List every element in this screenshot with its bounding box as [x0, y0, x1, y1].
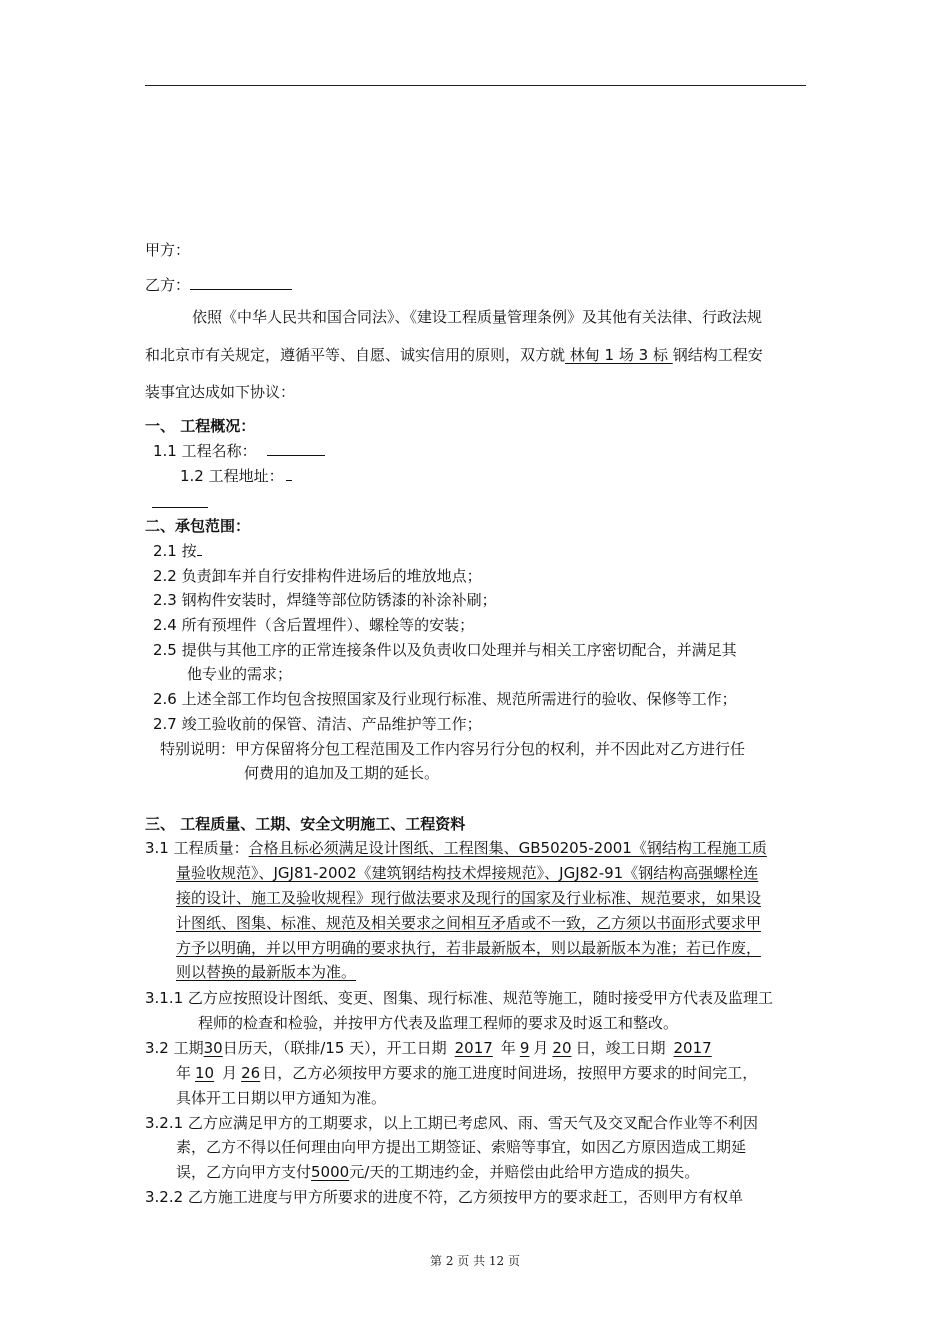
project-address-blank	[286, 466, 292, 481]
party-b-row	[145, 275, 292, 295]
month-label: 月	[533, 1039, 549, 1057]
quality-line-3: 接的设计、施工及验收规程》现行做法要求及现行的国家及行业标准、规范要求，如果设	[176, 889, 762, 907]
item-3-2-cont-2: 具体开工日期以甲方通知为准。	[176, 1089, 387, 1107]
year-label: 年	[500, 1039, 516, 1057]
section-2-title: 二、承包范围：	[145, 517, 251, 535]
item-2-2: 2.2 负责卸车并自行安排构件进场后的堆放地点；	[153, 567, 482, 585]
month-label-2: 月	[222, 1064, 238, 1082]
start-day: 20	[552, 1039, 572, 1057]
item-3-2	[145, 1038, 716, 1058]
project-name-blank	[267, 441, 325, 456]
item-1-2-label: 1.2 工程地址：	[180, 467, 284, 485]
item-2-1-label: 2.1 按	[153, 542, 197, 560]
item-3-2-1-cont: 素，乙方不得以任何理由向甲方提出工期签证、索赔等事宜，如因乙方原因造成工期延	[176, 1138, 747, 1156]
item-1-1-label: 1.1 工程名称：	[153, 442, 257, 460]
intro-text: 和北京市有关规定，遵循平等、自愿、诚实信用的原则，双方就	[145, 346, 566, 364]
section-3-title: 三、 工程质量、工期、安全文明施工、工程资料	[145, 815, 466, 833]
item-2-4: 2.4 所有预埋件（含后置埋件）、螺栓等的安装；	[153, 616, 475, 634]
party-a-label: 甲方：	[145, 241, 191, 259]
duration-days: 30	[203, 1039, 223, 1057]
intro-line-1: 依照《中华人民共和国合同法》、《建设工程质量管理条例》及其他有关法律、行政法规	[192, 308, 763, 326]
item-2-1-blank	[197, 541, 202, 556]
intro-line-2	[145, 345, 763, 365]
item-3-2-2: 3.2.2 乙方施工进度与甲方所要求的进度不符，乙方须按甲方的要求赶工，否则甲方有权单	[145, 1188, 743, 1206]
penalty-pre: 误，乙方向甲方支付	[176, 1163, 312, 1181]
page-footer: 第 2 页 共 12 页	[430, 1254, 520, 1268]
item-3-2-1-cont-2	[176, 1162, 699, 1182]
item-2-5-cont: 他专业的需求；	[187, 665, 293, 683]
project-name: 林甸 1 场 3 标	[565, 346, 673, 364]
penalty-post: 元/天的工期违约金，并赔偿由此给甲方造成的损失。	[349, 1163, 700, 1181]
item-3-1	[145, 838, 767, 858]
penalty-amount: 5000	[311, 1163, 350, 1181]
intro-line-3: 装事宜达成如下协议：	[145, 383, 296, 401]
intro-text-post: 钢结构工程安	[672, 346, 763, 364]
end-date-label: 日，竣工日期	[575, 1039, 666, 1057]
special-note: 特别说明：甲方保留将分包工程范围及工作内容另行分包的权利，并不因此对乙方进行任	[160, 740, 746, 758]
end-month: 10	[195, 1064, 215, 1082]
item-3-1-1: 3.1.1 乙方应按照设计图纸、变更、图集、现行标准、规范等施工，随时接受甲方代表及监理工	[145, 989, 773, 1007]
address-continuation-blank	[152, 507, 208, 508]
item-3-1-label: 3.1 工程质量：	[145, 839, 249, 857]
section-1-title: 一、 工程概况：	[145, 417, 256, 435]
end-day: 26	[241, 1064, 261, 1082]
item-3-2-cont	[176, 1063, 757, 1083]
item-2-1	[153, 541, 202, 561]
item-2-3: 2.3 钢构件安装时，焊缝等部位防锈漆的补涂补刷；	[153, 591, 497, 609]
year-label-2: 年	[176, 1064, 192, 1082]
item-3-2-1: 3.2.1 乙方应满足甲方的工期要求，以上工期已考虑风、雨、雪天气及交叉配合作业等不利因	[145, 1114, 758, 1132]
party-b-blank	[190, 275, 292, 290]
header-rule	[145, 85, 806, 86]
item-3-1-1-cont: 程师的检查和检验，并按甲方代表及监理工程师的要求及时返工和整改。	[198, 1014, 679, 1032]
schedule-text: 日，乙方必须按甲方要求的施工进度时间进场，按照甲方要求的时间完工，	[262, 1064, 758, 1082]
item-2-5: 2.5 提供与其他工序的正常连接条件以及负责收口处理并与相关工序密切配合，并满足其	[153, 641, 737, 659]
duration-text: 日历天，（联排/15 天），开工日期	[222, 1039, 447, 1057]
special-note-cont: 何费用的追加及工期的延长。	[244, 764, 440, 782]
quality-line-5: 方予以明确，并以甲方明确的要求执行，若非最新版本，则以最新版本为准；若已作废，	[176, 939, 762, 957]
quality-line-2: 量验收规范》、JGJ81-2002《建筑钢结构技术焊接规范》、JGJ82-91《钢结构高强螺栓连	[176, 864, 759, 882]
quality-text: 合格且标必须满足设计图纸、工程图集、GB50205-2001《钢结构工程施工质	[248, 839, 767, 857]
end-year: 2017	[673, 1039, 712, 1057]
quality-line-6: 则以替换的最新版本为准。	[176, 963, 357, 981]
start-month: 9	[519, 1039, 530, 1057]
start-year: 2017	[454, 1039, 493, 1057]
duration-label: 3.2 工期	[145, 1039, 204, 1057]
item-1-2	[180, 466, 292, 486]
item-2-6: 2.6 上述全部工作均包含按照国家及行业现行标准、规范所需进行的验收、保修等工作；	[153, 690, 737, 708]
party-b-label: 乙方：	[145, 276, 191, 294]
item-1-1	[153, 441, 325, 461]
quality-line-4: 计图纸、图集、标准、规范及相关要求之间相互矛盾或不一致，乙方须以书面形式要求甲	[176, 914, 762, 932]
item-2-7: 2.7 竣工验收前的保管、清洁、产品维护等工作；	[153, 715, 482, 733]
